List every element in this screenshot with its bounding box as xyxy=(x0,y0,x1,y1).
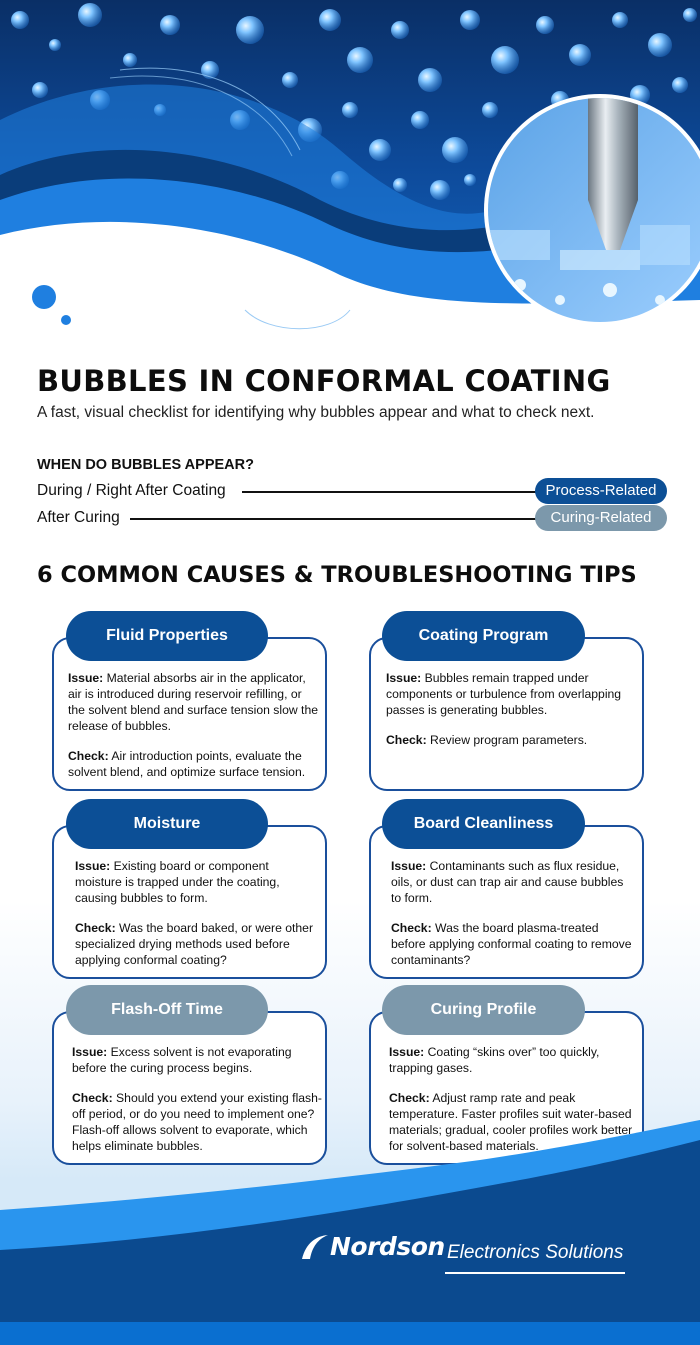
arrow-line xyxy=(242,491,560,493)
issue-description: Bubbles remain trapped under components or turbulence from overlapping passes is generating bubbles. xyxy=(386,671,622,717)
issue-text xyxy=(72,1044,322,1076)
hero-banner xyxy=(0,0,700,330)
card-body xyxy=(386,670,636,762)
issue-label: Issue: xyxy=(75,859,111,873)
check-description: Air introduction points, evaluate the solvent blend, and optimize surface tension. xyxy=(68,749,306,779)
check-label: Check: xyxy=(75,921,116,935)
card-title: Moisture xyxy=(66,799,268,849)
timing-row-curing xyxy=(37,505,667,531)
check-label: Check: xyxy=(386,733,427,747)
card-title: Flash-Off Time xyxy=(66,985,268,1035)
page-title: BUBBLES IN CONFORMAL COATING xyxy=(37,364,611,398)
issue-label: Issue: xyxy=(391,859,427,873)
card-body xyxy=(391,858,636,982)
issue-text xyxy=(68,670,318,734)
issue-description: Material absorbs air in the applicator, air is introduced during reservoir refilling, or the solvent blend and surface tension slow the release of bubbles. xyxy=(68,671,319,733)
issue-description: Contaminants such as flux residue, oils, or dust can trap air and cause bubbles to form. xyxy=(391,859,624,905)
footer xyxy=(0,1100,700,1345)
check-label: Check: xyxy=(68,749,109,763)
card-title: Board Cleanliness xyxy=(382,799,585,849)
decor-dot-large xyxy=(32,285,56,309)
footer-waves xyxy=(0,1100,700,1345)
issue-text xyxy=(391,858,636,906)
curing-related-badge: Curing-Related xyxy=(535,505,667,531)
issue-description: Coating “skins over” too quickly, trapping gases. xyxy=(389,1045,600,1075)
cause-card-board-cleanliness xyxy=(369,799,644,979)
timing-row-process xyxy=(37,478,667,504)
nordson-swoosh-icon xyxy=(300,1233,328,1261)
card-title: Coating Program xyxy=(382,611,585,661)
causes-heading: 6 COMMON CAUSES & TROUBLESHOOTING TIPS xyxy=(37,562,637,588)
timing-heading: WHEN DO BUBBLES APPEAR? xyxy=(37,457,254,473)
cause-card-moisture xyxy=(52,799,327,979)
process-related-badge: Process-Related xyxy=(535,478,667,504)
electronics-solutions-tagline: Electronics Solutions xyxy=(447,1242,624,1263)
cause-card-coating-program xyxy=(369,611,644,791)
nordson-wordmark: Nordson xyxy=(330,1232,445,1261)
nordson-logo xyxy=(300,1232,445,1261)
issue-label: Issue: xyxy=(386,671,422,685)
arrow-line xyxy=(130,518,560,520)
card-body xyxy=(68,670,318,794)
card-body xyxy=(75,858,313,982)
timing-label: During / Right After Coating xyxy=(37,482,226,499)
check-text xyxy=(391,920,636,968)
check-description: Was the board plasma-treated before applying conformal coating to remove contaminants? xyxy=(391,921,632,967)
issue-label: Issue: xyxy=(68,671,104,685)
check-text xyxy=(68,748,318,780)
cause-card-fluid-properties xyxy=(52,611,327,791)
check-description: Should you extend your existing flash-off period, or do you need to implement one? Flash-off allows solvent to evaporate, which helps eliminate bubbles. xyxy=(72,1091,322,1153)
issue-label: Issue: xyxy=(72,1045,108,1059)
check-label: Check: xyxy=(389,1091,430,1105)
card-title: Fluid Properties xyxy=(66,611,268,661)
decor-dot-small xyxy=(61,315,71,325)
check-label: Check: xyxy=(391,921,432,935)
timing-label: After Curing xyxy=(37,509,120,526)
issue-text xyxy=(75,858,313,906)
check-text xyxy=(75,920,313,968)
issue-text xyxy=(389,1044,639,1076)
issue-label: Issue: xyxy=(389,1045,425,1059)
tagline-underline xyxy=(445,1272,625,1274)
issue-description: Existing board or component moisture is trapped under the coating, causing bubbles to form. xyxy=(75,859,280,905)
bubbles-hero-image xyxy=(0,0,700,330)
card-title: Curing Profile xyxy=(382,985,585,1035)
check-description: Review program parameters. xyxy=(430,733,588,747)
issue-description: Excess solvent is not evaporating before the curing process begins. xyxy=(72,1045,292,1075)
check-description: Adjust ramp rate and peak temperature. Faster profiles suit water-based materials; gradual, cooler profiles work better for solvent-based materials. xyxy=(389,1091,633,1153)
check-description: Was the board baked, or were other specialized drying methods used before applying conformal coating? xyxy=(75,921,314,967)
check-text xyxy=(386,732,636,748)
check-label: Check: xyxy=(72,1091,113,1105)
page-subtitle: A fast, visual checklist for identifying why bubbles appear and what to check next. xyxy=(37,404,595,421)
issue-text xyxy=(386,670,636,718)
